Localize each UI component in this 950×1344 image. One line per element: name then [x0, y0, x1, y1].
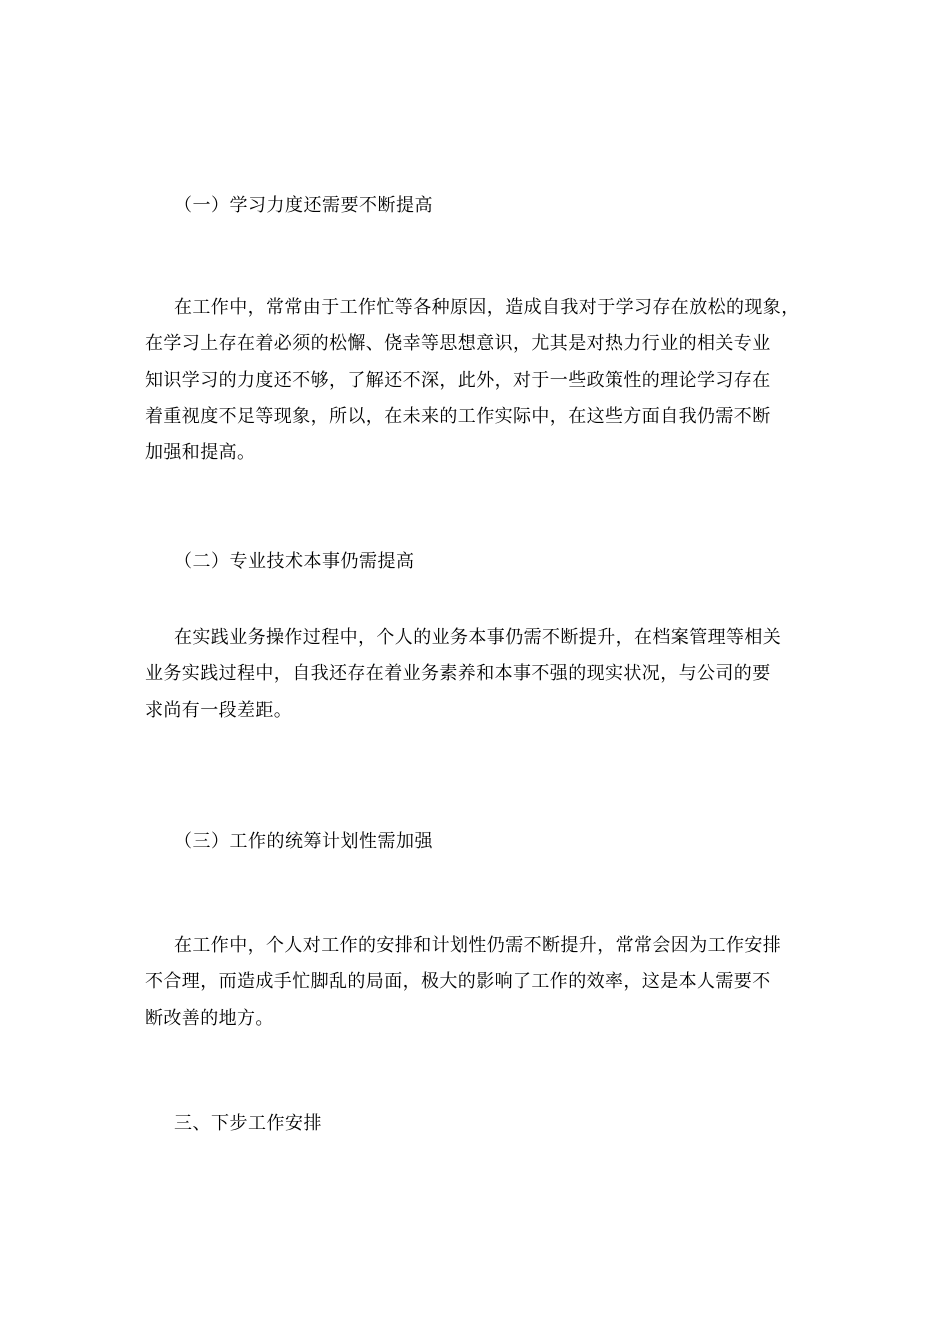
paragraph-line: 业务实践过程中，自我还存在着业务素养和本事不强的现实状况，与公司的要 [145, 663, 771, 685]
paragraph-line: 在实践业务操作过程中，个人的业务本事仍需不断提升，在档案管理等相关 [174, 627, 782, 648]
section-paragraph-3 [145, 928, 825, 1037]
paragraph-line: 不合理，而造成手忙脚乱的局面，极大的影响了工作的效率，这是本人需要不 [145, 971, 771, 993]
paragraph-line: 在工作中，个人对工作的安排和计划性仍需不断提升，常常会因为工作安排 [174, 935, 782, 956]
final-heading: 三、下步工作安排 [174, 1113, 322, 1134]
section-heading-2: （二）专业技术本事仍需提高 [174, 551, 415, 572]
paragraph-line: 在学习上存在着必须的松懈、侥幸等思想意识，尤其是对热力行业的相关专业 [145, 333, 771, 355]
paragraph-line: 加强和提高。 [145, 442, 256, 464]
paragraph-line: 在工作中，常常由于工作忙等各种原因，造成自我对于学习存在放松的现象， [174, 297, 800, 318]
paragraph-line: 断改善的地方。 [145, 1007, 274, 1029]
section-paragraph-2 [145, 620, 825, 729]
section-heading-3: （三）工作的统筹计划性需加强 [174, 831, 433, 852]
section-paragraph-1 [145, 290, 825, 471]
section-heading-1: （一）学习力度还需要不断提高 [174, 195, 433, 216]
paragraph-line: 求尚有一段差距。 [145, 699, 293, 721]
paragraph-line: 知识学习的力度还不够，了解还不深，此外，对于一些政策性的理论学习存在 [145, 369, 771, 391]
paragraph-line: 着重视度不足等现象，所以，在未来的工作实际中，在这些方面自我仍需不断 [145, 405, 771, 427]
